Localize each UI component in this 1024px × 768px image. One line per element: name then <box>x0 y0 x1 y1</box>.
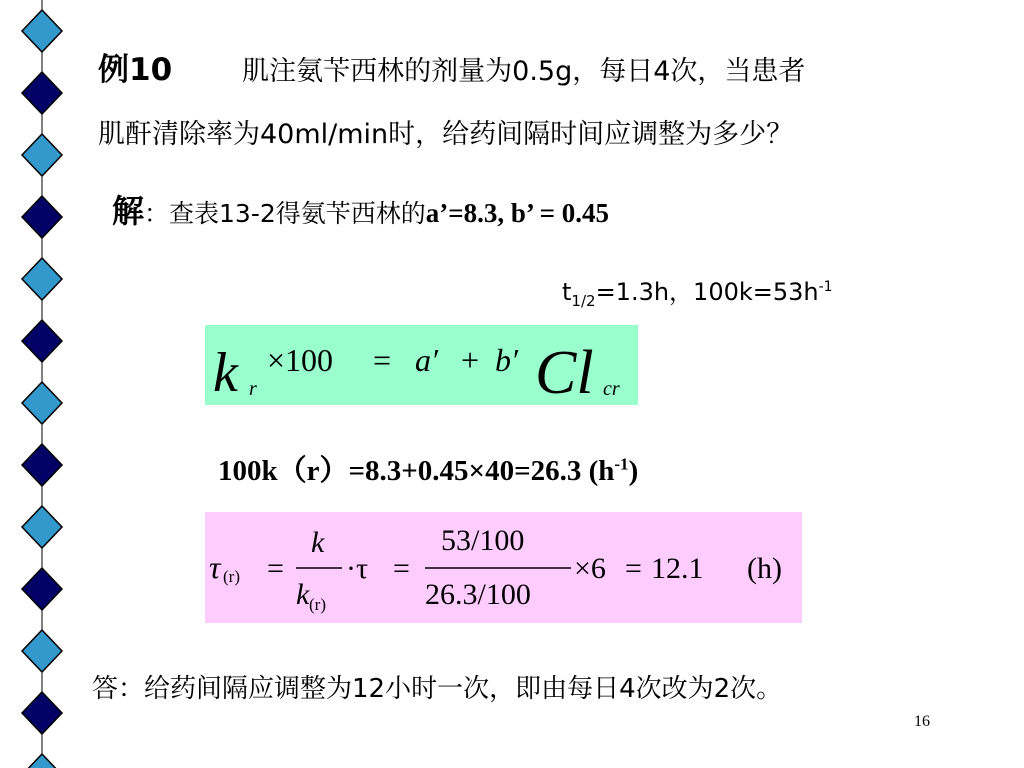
diamond-shape <box>22 10 62 52</box>
tau-symbol: τ <box>209 549 221 585</box>
answer-line: 答：给药间隔应调整为12小时一次，即由每日4次改为2次。 <box>92 674 783 704</box>
plus-sign: + <box>461 342 480 378</box>
diamond-shape <box>22 754 62 768</box>
diamond-shape <box>22 258 62 300</box>
question-text-1: 肌注氨苄西林的剂量为0.5g，每日4次，当患者 <box>242 56 806 87</box>
k-symbol: k <box>213 342 238 404</box>
times-100: ×100 <box>267 342 334 378</box>
solution-text: 查表13-2得氨苄西林的 <box>169 199 426 228</box>
solution-colon: ： <box>144 199 170 228</box>
t-symbol: t <box>562 278 572 306</box>
equals-sign-1: = <box>267 552 284 585</box>
half-life-values: =1.3h，100k=53h <box>595 278 819 306</box>
k-denominator: k <box>296 578 310 611</box>
result-unit: (h) <box>747 552 782 585</box>
k-numerator: k <box>311 526 325 559</box>
half-life-exponent: -1 <box>818 279 833 295</box>
diamond-shape <box>22 382 62 424</box>
question-line-1 <box>98 44 805 89</box>
solution-line <box>112 186 609 232</box>
equals-sign: = <box>373 342 392 378</box>
b-prime: b′ <box>495 342 518 378</box>
result-value: 12.1 <box>651 552 704 585</box>
cl-symbol: Cl <box>535 339 594 405</box>
calculation-line <box>218 448 638 489</box>
numerator-value: 53/100 <box>441 524 525 557</box>
equals-sign-3: = <box>625 552 642 585</box>
times-6: ×6 <box>574 552 606 585</box>
diamond-shape <box>22 444 62 486</box>
diamond-shape <box>22 630 62 672</box>
calculation-close: ) <box>628 455 639 487</box>
t-subscript: 1/2 <box>571 291 596 310</box>
calculation-text: 100k（r）=8.3+0.45×40=26.3 (h <box>218 455 615 487</box>
equals-sign-2: = <box>393 552 410 585</box>
diamond-shape <box>22 506 62 548</box>
diamond-shape <box>22 568 62 610</box>
question-line-2: 肌酐清除率为40ml/min时，给药间隔时间应调整为多少？ <box>98 119 794 150</box>
ab-values: a’=8.3, b’ = 0.45 <box>425 198 610 228</box>
example-label: 例10 <box>98 52 173 88</box>
formula-tau-box <box>205 512 802 623</box>
k-denominator-subscript: (r) <box>309 595 326 614</box>
half-life-line <box>562 272 833 310</box>
diamond-shape <box>22 196 62 238</box>
diamond-border-decoration <box>0 0 90 768</box>
k-subscript-r: r <box>249 378 257 400</box>
a-prime: a′ <box>415 342 438 378</box>
diamond-shape <box>22 134 62 176</box>
solution-label: 解 <box>112 192 145 230</box>
formula-kr <box>205 325 638 405</box>
tau-subscript: (r) <box>223 567 240 586</box>
calculation-exponent: -1 <box>614 454 629 474</box>
formula-tau <box>205 512 802 623</box>
dot-tau: ·τ <box>346 552 369 585</box>
cl-subscript-cr: cr <box>603 378 620 400</box>
formula-kr-box <box>205 325 638 405</box>
diamond-shape <box>22 320 62 362</box>
diamond-shape <box>22 692 62 734</box>
denominator-value: 26.3/100 <box>425 578 531 611</box>
diamond-shape <box>22 72 62 114</box>
page-number: 16 <box>914 713 930 730</box>
